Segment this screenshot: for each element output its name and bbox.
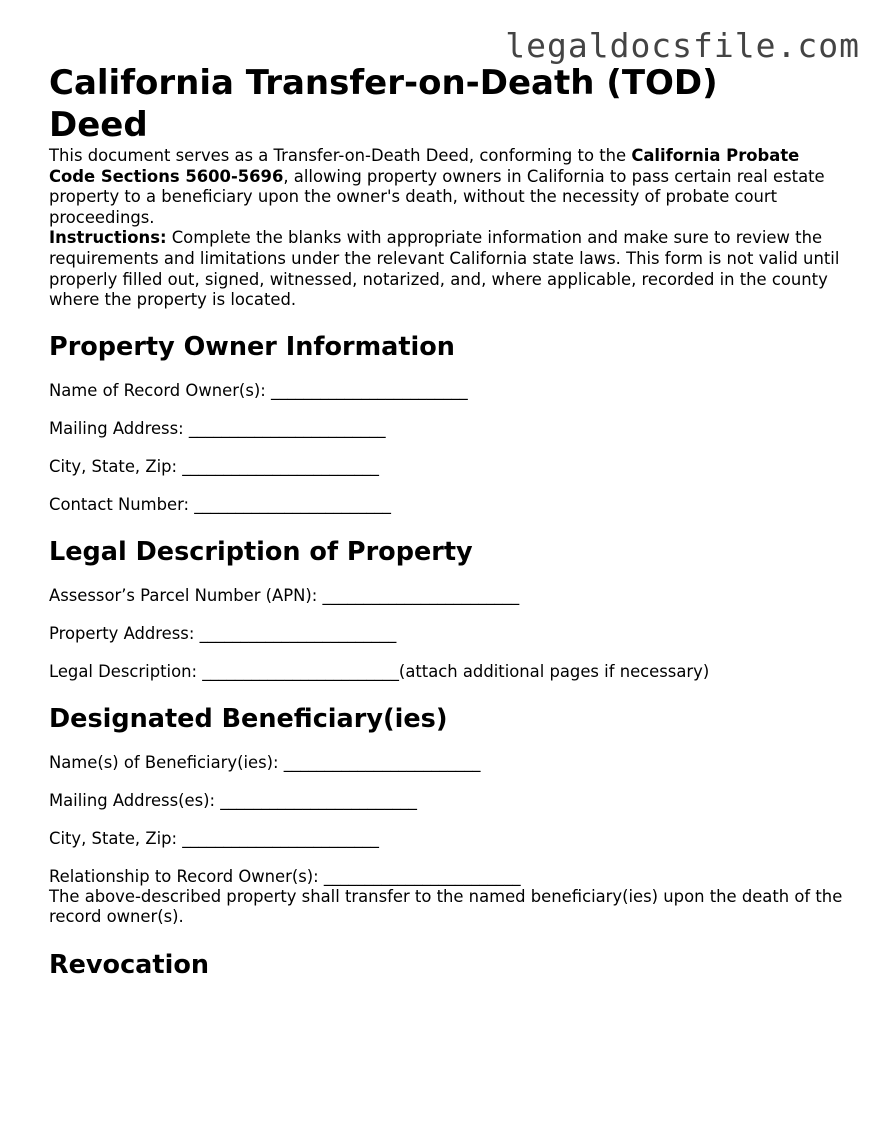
field-mailing-address bbox=[49, 419, 849, 439]
instructions-label: Instructions: bbox=[49, 228, 167, 248]
field-record-owner bbox=[49, 381, 849, 401]
blank-line[interactable]: ________________________ bbox=[220, 790, 417, 810]
blank-line[interactable]: ________________________ bbox=[322, 585, 520, 605]
section-heading-owner: Property Owner Information bbox=[49, 331, 455, 362]
transfer-statement: The above-described property shall transfer to the named beneficiary(ies) upon the death of the record owner(s). bbox=[49, 886, 843, 927]
field-label: City, State, Zip: bbox=[49, 828, 183, 848]
blank-line[interactable]: ________________________ bbox=[194, 494, 391, 514]
blank-line[interactable]: ________________________ bbox=[283, 752, 481, 772]
blank-line[interactable]: ________________________ bbox=[202, 661, 399, 681]
field-label: Name(s) of Beneficiary(ies): bbox=[49, 752, 284, 772]
field-label: Relationship to Record Owner(s): bbox=[49, 866, 324, 886]
field-beneficiary-names bbox=[49, 753, 849, 773]
section-heading-beneficiary: Designated Beneficiary(ies) bbox=[49, 703, 448, 734]
field-label: Legal Description: bbox=[49, 661, 203, 681]
document-page bbox=[49, 62, 849, 980]
field-label: Contact Number: bbox=[49, 494, 195, 514]
intro-paragraph bbox=[49, 146, 849, 228]
field-label: Mailing Address(es): bbox=[49, 790, 221, 810]
blank-line[interactable]: ________________________ bbox=[182, 828, 379, 848]
intro-text: This document serves as a Transfer-on-Death Deed, conforming to the bbox=[49, 146, 632, 165]
field-label: Name of Record Owner(s): bbox=[49, 380, 271, 400]
field-label: Assessor’s Parcel Number (APN): bbox=[49, 585, 323, 605]
field-relationship bbox=[49, 867, 849, 887]
field-label: City, State, Zip: bbox=[49, 456, 183, 476]
field-contact-number bbox=[49, 495, 849, 515]
field-apn bbox=[49, 586, 849, 606]
intro-text-after: , allowing property owners in California to pass certain real estate property to a beneficiary upon the owner's death, without the necessity of probate court proceedings. bbox=[49, 166, 825, 227]
field-city-state-zip bbox=[49, 457, 849, 477]
field-property-address bbox=[49, 624, 849, 644]
intro-statute: California Probate Code Sections 5600-5696 bbox=[49, 146, 800, 186]
blank-line[interactable]: ________________________ bbox=[188, 418, 386, 438]
field-legal-description bbox=[49, 662, 849, 682]
section-heading-revocation: Revocation bbox=[49, 949, 209, 980]
blank-line[interactable]: ________________________ bbox=[323, 866, 521, 886]
instructions-paragraph bbox=[49, 228, 849, 310]
blank-line[interactable]: ________________________ bbox=[182, 456, 379, 476]
instructions-text: Complete the blanks with appropriate information and make sure to review the requirements and limitations under the relevant California state laws. This form is not valid until properly filled out, signed, witnessed, notarized, and, where applicable, recorded in the county where the property is located. bbox=[49, 228, 840, 310]
field-label: Mailing Address: bbox=[49, 418, 189, 438]
section-heading-legal: Legal Description of Property bbox=[49, 536, 473, 567]
blank-line[interactable]: ________________________ bbox=[199, 623, 397, 643]
legal-note: (attach additional pages if necessary) bbox=[398, 661, 710, 681]
document-title: California Transfer-on-Death (TOD) Deed bbox=[49, 63, 718, 145]
field-label: Property Address: bbox=[49, 623, 200, 643]
field-beneficiary-city-state-zip bbox=[49, 829, 849, 849]
blank-line[interactable]: ________________________ bbox=[271, 380, 468, 400]
watermark: legaldocsfile.com bbox=[505, 26, 860, 65]
field-beneficiary-mailing bbox=[49, 791, 849, 811]
